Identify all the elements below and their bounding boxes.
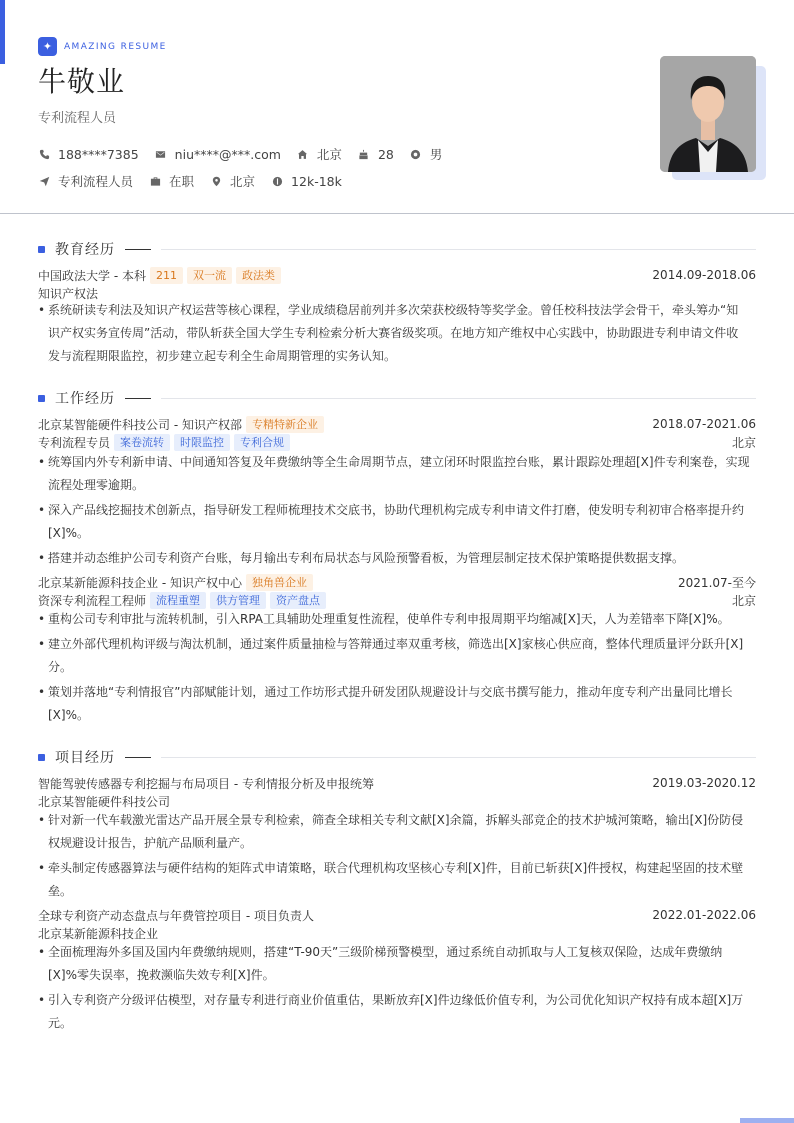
mail-icon <box>155 148 167 160</box>
briefcase-icon <box>149 175 161 187</box>
list-item: • 搭建并动态维护公司专利资产台账，每月输出专利布局状态与风险预警看板，为管理层制定技术保护策略提供数据支撑。 <box>38 547 756 570</box>
section-bullet <box>38 246 45 253</box>
work-city: 北京 <box>731 593 756 608</box>
city-item <box>210 172 255 190</box>
project-org-line <box>38 924 756 942</box>
list-item: • 系统研读专利法及知识产权运营等核心课程，学业成绩稳居前列并多次荣获校级特等奖学金。曾任校科技法学会骨干，牵头筹办“知识产权实务宣传周”活动，带队斩获全国大学生专利检索分析大赛省级奖项。在地方知产维权中心实践中，协助跟进专利申请文件收发与流程期限监控，初步建立起专利全生命周期管理的实务认知。 <box>38 299 756 368</box>
accent-bar <box>0 0 5 64</box>
email-item <box>155 147 281 162</box>
intent-item <box>38 172 133 190</box>
list-item: • 全面梳理海外多国及国内年费缴纳规则，搭建“T-90天”三级阶梯预警模型，通过系统自动抓取与人工复核双保险，达成年费缴纳[X]%零失误率，挽救濒临失效专利[X]件。 <box>38 941 756 987</box>
role-tag: 时限监控 <box>174 434 230 451</box>
section-title-work: 工作经历 <box>55 391 115 407</box>
gender-icon <box>410 148 422 160</box>
company-tag: 独角兽企业 <box>246 574 313 591</box>
role-tag: 资产盘点 <box>270 592 326 609</box>
intent-value: 专利流程人员 <box>58 174 134 189</box>
section-title-project: 项目经历 <box>55 750 115 766</box>
sparkle-icon: ✦ <box>38 37 57 56</box>
list-item: • 牵头制定传感器算法与硬件结构的矩阵式申请策略，联合代理机构攻坚核心专利[X]件，目前已斩获[X]件授权，构建起坚固的技术壁垒。 <box>38 857 756 903</box>
company-name: 北京某新能源科技企业 - 知识产权中心 <box>38 575 242 590</box>
location-pin-icon <box>210 175 222 187</box>
work-role-line <box>38 433 756 451</box>
work-bullets <box>38 451 756 572</box>
profile-photo <box>660 56 766 182</box>
list-item: • 策划并落地“专利情报官”内部赋能计划，通过工作坊形式提升研发团队规避设计与交底书撰写能力，推动年度专利产出量同比增长[X]%。 <box>38 681 756 727</box>
age-item <box>358 147 394 162</box>
section-rule-long <box>161 757 756 758</box>
education-header <box>38 266 756 284</box>
list-item: • 引入专利资产分级评估模型，对存量专利进行商业价值重估，果断放弃[X]件边缘低价值专利，为公司优化知识产权持有成本超[X]万元。 <box>38 989 756 1035</box>
phone-item <box>38 147 139 162</box>
avatar <box>660 56 756 172</box>
company-tag: 专精特新企业 <box>246 416 324 433</box>
school-tag: 211 <box>150 267 183 284</box>
brand-text: AMAZING RESUME <box>64 41 167 52</box>
candidate-title: 专利流程人员 <box>38 111 117 126</box>
status-value: 在职 <box>169 174 195 189</box>
project-org: 北京某新能源科技企业 <box>38 926 159 941</box>
email-value: niu****@***.com <box>174 146 281 162</box>
education-major: 知识产权法 <box>38 286 99 301</box>
gender-value: 男 <box>429 147 443 162</box>
status-item <box>149 172 194 190</box>
home-icon <box>297 148 309 160</box>
project-name: 全球专利资产动态盘点与年费管控项目 - 项目负责人 <box>38 908 314 923</box>
school-tag: 双一流 <box>187 267 232 284</box>
bottom-accent-bar <box>740 1118 794 1123</box>
work-header <box>38 415 756 433</box>
education-bullets <box>38 299 756 370</box>
section-title-education: 教育经历 <box>55 242 115 258</box>
project-org-line <box>38 792 756 810</box>
candidate-name: 牛敬业 <box>38 65 126 98</box>
work-date: 2018.07-2021.06 <box>652 417 756 431</box>
project-date: 2019.03-2020.12 <box>652 776 756 790</box>
header-divider <box>0 213 794 214</box>
project-header <box>38 774 756 792</box>
list-item: • 重构公司专利审批与流转机制，引入RPA工具辅助处理重复性流程，使单件专利申报周期平均缩减[X]天，人为差错率下降[X]%。 <box>38 608 756 631</box>
home-item <box>297 145 342 163</box>
section-rule <box>125 757 151 758</box>
work-city: 北京 <box>731 435 756 450</box>
cake-icon <box>358 148 370 160</box>
project-bullets <box>38 941 756 1037</box>
project-date: 2022.01-2022.06 <box>652 908 756 922</box>
work-header <box>38 573 756 591</box>
section-work <box>38 388 756 408</box>
section-education <box>38 239 756 259</box>
project-name: 智能驾驶传感器专利挖掘与布局项目 - 专利情报分析及申报统筹 <box>38 776 374 791</box>
school-name: 中国政法大学 - 本科 <box>38 268 146 283</box>
section-project <box>38 747 756 767</box>
role-tag: 案卷流转 <box>114 434 170 451</box>
send-icon <box>38 175 50 187</box>
section-rule <box>125 249 151 250</box>
work-bullets <box>38 608 756 729</box>
section-bullet <box>38 395 45 402</box>
role-tag: 专利合规 <box>234 434 290 451</box>
brand <box>38 37 167 56</box>
section-rule-long <box>161 398 756 399</box>
salary-icon <box>271 175 283 187</box>
role-name: 专利流程专员 <box>38 435 111 450</box>
gender-item <box>410 145 443 163</box>
phone-icon <box>38 148 50 160</box>
company-name: 北京某智能硬件科技公司 - 知识产权部 <box>38 417 242 432</box>
city-value: 北京 <box>230 174 256 189</box>
education-date: 2014.09-2018.06 <box>652 268 756 282</box>
role-name: 资深专利流程工程师 <box>38 593 147 608</box>
contact-row <box>38 145 458 163</box>
phone-value: 188****7385 <box>58 146 139 162</box>
project-header <box>38 906 756 924</box>
list-item: • 针对新一代车载激光雷达产品开展全景专利检索，筛查全球相关专利文献[X]余篇，拆解头部竞企的技术护城河策略，输出[X]份防侵权规避设计报告，护航产品顺利量产。 <box>38 809 756 855</box>
work-date: 2021.07-至今 <box>678 575 756 590</box>
home-value: 北京 <box>316 147 342 162</box>
work-role-line <box>38 591 756 609</box>
role-tag: 供方管理 <box>210 592 266 609</box>
role-tag: 流程重塑 <box>150 592 206 609</box>
section-bullet <box>38 754 45 761</box>
age-value: 28 <box>377 146 394 162</box>
job-row <box>38 172 358 190</box>
salary-item <box>271 174 342 189</box>
list-item: • 深入产品线挖掘技术创新点，指导研发工程师梳理技术交底书，协助代理机构完成专利申请文件打磨，使发明专利初审合格率提升约[X]%。 <box>38 499 756 545</box>
school-tag: 政法类 <box>236 267 281 284</box>
project-org: 北京某智能硬件科技公司 <box>38 794 171 809</box>
section-rule-long <box>161 249 756 250</box>
list-item: • 建立外部代理机构评级与淘汰机制，通过案件质量抽检与答辩通过率双重考核，筛选出[X]家核心供应商，整体代理质量评分跃升[X]分。 <box>38 633 756 679</box>
section-rule <box>125 398 151 399</box>
salary-value: 12k-18k <box>291 173 342 189</box>
list-item: • 统筹国内外专利新申请、中间通知答复及年费缴纳等全生命周期节点，建立闭环时限监控台账，累计跟踪处理超[X]件专利案卷，实现流程处理零逾期。 <box>38 451 756 497</box>
project-bullets <box>38 809 756 905</box>
